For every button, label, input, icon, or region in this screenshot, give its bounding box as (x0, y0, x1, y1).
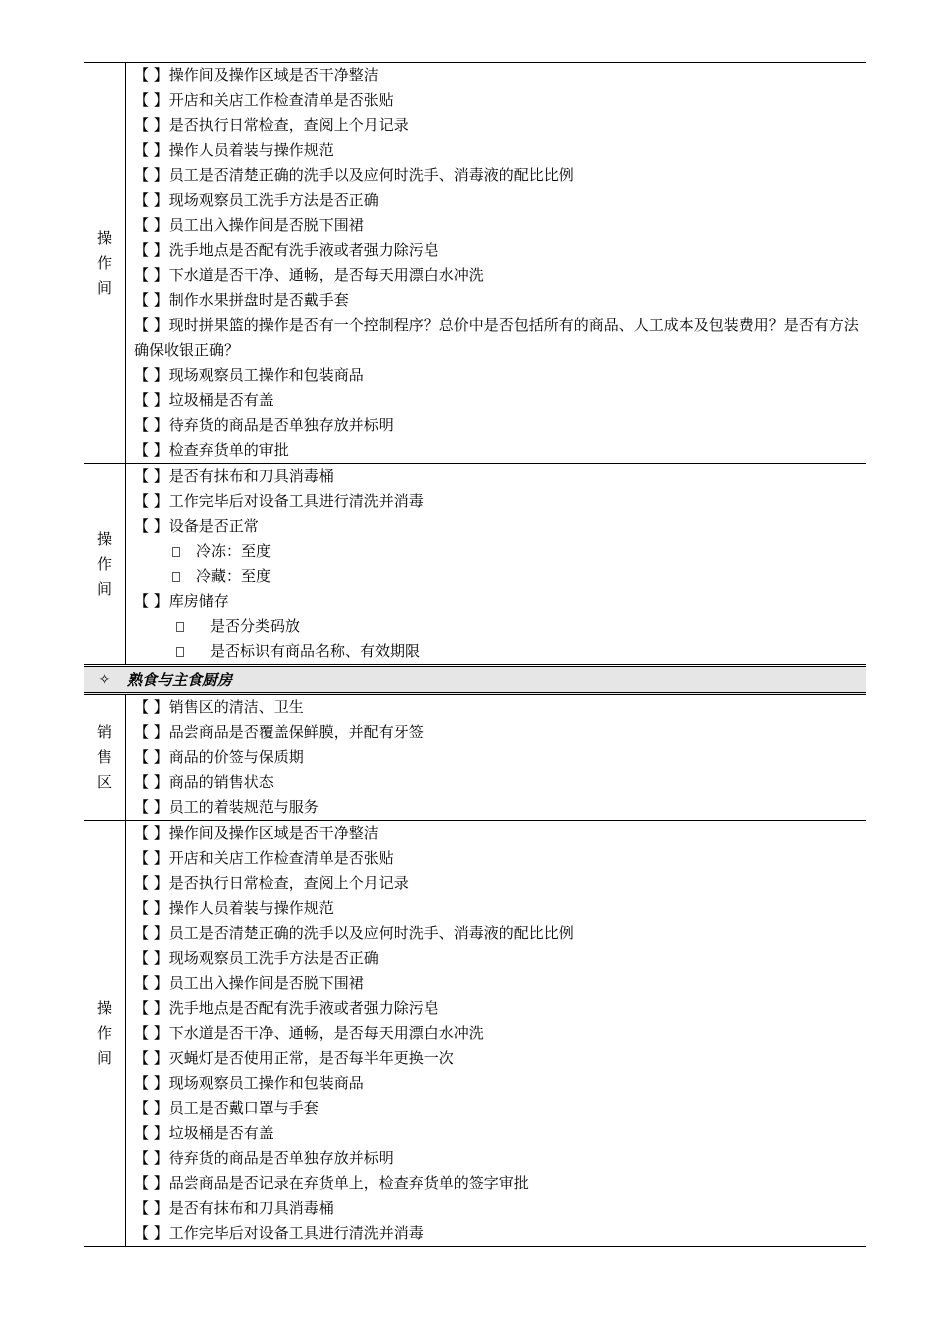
checklist-item: 【 】下水道是否干净、通畅，是否每天用漂白水冲洗 (134, 266, 484, 284)
checklist-item: 【 】是否执行日常检查，查阅上个月记录 (134, 116, 409, 134)
checklist-item: 【 】开店和关店工作检查清单是否张贴 (134, 849, 394, 867)
checklist-item: 【 】工作完毕后对设备工具进行清洗并消毒 (134, 492, 424, 510)
equipment-subitem-text: 冷藏：至度 (196, 567, 272, 585)
checkbox-icon (176, 647, 184, 657)
equipment-subitem (134, 564, 862, 589)
section-kitchen-operation-room (84, 821, 866, 1247)
checklist-item: 【 】垃圾桶是否有盖 (134, 1124, 274, 1142)
checkbox-icon (172, 547, 180, 557)
checklist-item: 【 】现时拼果篮的操作是否有一个控制程序？总价中是否包括所有的商品、人工成本及包装费用？是否有方法确保收银正确？ (134, 316, 859, 359)
checklist-item: 【 】员工是否戴口罩与手套 (134, 1099, 319, 1117)
checklist-item: 【 】库房储存 (134, 592, 229, 610)
section-items (126, 821, 866, 1246)
category-banner (84, 667, 866, 695)
section-label-cell (84, 821, 126, 1246)
storage-subitem (134, 639, 862, 664)
section-label: 销售区 (96, 723, 112, 791)
checklist-item: 【 】洗手地点是否配有洗手液或者强力除污皂 (134, 999, 439, 1017)
section-label-cell (84, 464, 126, 664)
storage-subitem-text: 是否分类码放 (210, 617, 301, 635)
section-label: 操作间 (96, 228, 112, 297)
checklist-item: 【 】工作完毕后对设备工具进行清洗并消毒 (134, 1224, 424, 1242)
checklist-table (84, 62, 866, 1247)
checklist-item: 【 】垃圾桶是否有盖 (134, 391, 274, 409)
equipment-subitem-text: 冷冻：至度 (196, 542, 272, 560)
section-operation-room-1 (84, 63, 866, 464)
checklist-item: 【 】员工是否清楚正确的洗手以及应何时洗手、消毒液的配比比例 (134, 924, 574, 942)
checklist-item: 【 】待弃货的商品是否单独存放并标明 (134, 416, 394, 434)
storage-subitem (134, 614, 862, 639)
section-sales-area (84, 695, 866, 821)
checklist-item: 【 】品尝商品是否覆盖保鲜膜，并配有牙签 (134, 723, 424, 741)
checklist-item: 【 】洗手地点是否配有洗手液或者强力除污皂 (134, 241, 439, 259)
checklist-item: 【 】设备是否正常 (134, 517, 259, 535)
section-operation-room-2 (84, 464, 866, 667)
checklist-item: 【 】待弃货的商品是否单独存放并标明 (134, 1149, 394, 1167)
checklist-item: 【 】是否执行日常检查，查阅上个月记录 (134, 874, 409, 892)
checklist-item: 【 】制作水果拼盘时是否戴手套 (134, 291, 349, 309)
checklist-item: 【 】员工出入操作间是否脱下围裙 (134, 974, 364, 992)
checklist-item: 【 】员工出入操作间是否脱下围裙 (134, 216, 364, 234)
section-items (126, 63, 866, 463)
checkbox-icon (176, 622, 184, 632)
category-title: 熟食与主食厨房 (127, 671, 233, 689)
equipment-subitem (134, 539, 862, 564)
checklist-item: 【 】下水道是否干净、通畅，是否每天用漂白水冲洗 (134, 1024, 484, 1042)
star-icon: ✧ (98, 671, 111, 688)
checklist-item: 【 】操作间及操作区域是否干净整洁 (134, 66, 379, 84)
checklist-item: 【 】操作间及操作区域是否干净整洁 (134, 824, 379, 842)
checklist-item: 【 】员工是否清楚正确的洗手以及应何时洗手、消毒液的配比比例 (134, 166, 574, 184)
checklist-item: 【 】开店和关店工作检查清单是否张贴 (134, 91, 394, 109)
checklist-item: 【 】是否有抹布和刀具消毒桶 (134, 467, 334, 485)
section-items (126, 464, 866, 664)
checkbox-icon (172, 572, 180, 582)
checklist-item: 【 】是否有抹布和刀具消毒桶 (134, 1199, 334, 1217)
checklist-item: 【 】检查弃货单的审批 (134, 441, 289, 459)
storage-subitem-text: 是否标识有商品名称、有效期限 (210, 642, 421, 660)
checklist-item: 【 】现场观察员工操作和包装商品 (134, 366, 364, 384)
checklist-item: 【 】品尝商品是否记录在弃货单上，检查弃货单的签字审批 (134, 1174, 529, 1192)
section-label: 操作间 (96, 529, 112, 598)
checklist-item: 【 】现场观察员工操作和包装商品 (134, 1074, 364, 1092)
checklist-item: 【 】商品的销售状态 (134, 773, 274, 791)
checklist-item: 【 】商品的价签与保质期 (134, 748, 304, 766)
checklist-item: 【 】灭蝇灯是否使用正常，是否每半年更换一次 (134, 1049, 454, 1067)
section-label-cell (84, 63, 126, 463)
section-items (126, 695, 866, 820)
checklist-item: 【 】现场观察员工洗手方法是否正确 (134, 191, 379, 209)
section-label: 操作间 (96, 999, 112, 1067)
checklist-item: 【 】操作人员着装与操作规范 (134, 899, 334, 917)
checklist-item: 【 】操作人员着装与操作规范 (134, 141, 334, 159)
section-label-cell (84, 695, 126, 820)
checklist-item: 【 】员工的着装规范与服务 (134, 798, 319, 816)
checklist-item: 【 】现场观察员工洗手方法是否正确 (134, 949, 379, 967)
checklist-item: 【 】销售区的清洁、卫生 (134, 698, 304, 716)
